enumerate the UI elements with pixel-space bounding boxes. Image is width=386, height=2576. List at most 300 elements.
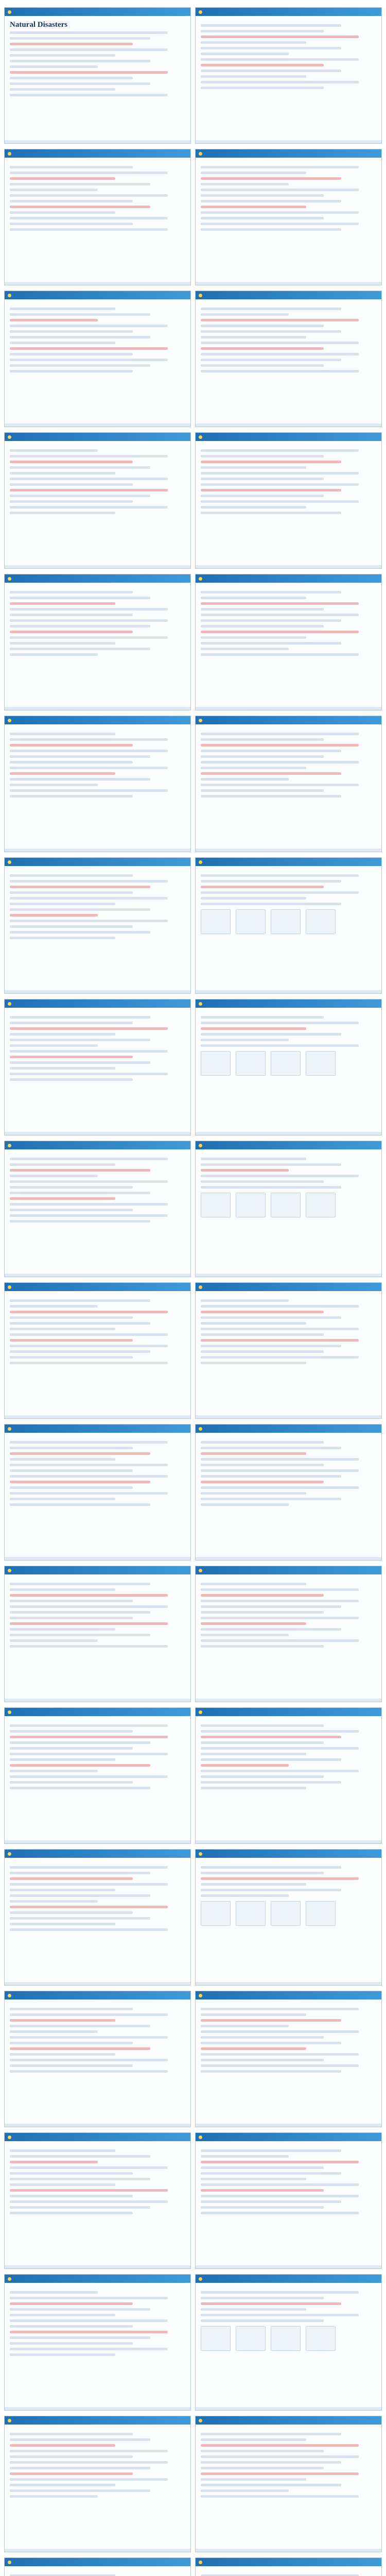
slide-37 bbox=[4, 2557, 191, 2576]
slide-27 bbox=[4, 1849, 191, 1986]
slide-body bbox=[196, 866, 381, 941]
text-line-placeholder bbox=[201, 1022, 359, 1024]
text-line-placeholder bbox=[201, 500, 359, 503]
text-line-placeholder bbox=[201, 1866, 341, 1869]
text-line-placeholder bbox=[10, 2200, 168, 2203]
text-line-placeholder bbox=[10, 1758, 115, 1761]
text-line-placeholder bbox=[201, 41, 306, 44]
text-line-placeholder bbox=[10, 2297, 168, 2299]
text-line-placeholder bbox=[201, 2070, 341, 2073]
text-line-placeholder bbox=[201, 1634, 289, 1636]
bullet-dot-icon bbox=[8, 435, 11, 439]
text-line-placeholder bbox=[10, 2438, 150, 2441]
slide-footer-bar bbox=[196, 2124, 381, 2127]
text-line-placeholder bbox=[201, 2195, 359, 2197]
text-line-placeholder bbox=[10, 1186, 133, 1189]
text-line-placeholder bbox=[201, 177, 341, 180]
text-line-placeholder bbox=[201, 342, 359, 344]
text-line-placeholder bbox=[201, 2455, 359, 2458]
text-line-placeholder bbox=[201, 1605, 341, 1608]
slide-header bbox=[5, 1850, 190, 1858]
text-line-placeholder bbox=[201, 1316, 341, 1319]
slide-title: Natural Disasters bbox=[10, 21, 68, 28]
illustration-image bbox=[236, 1193, 266, 1217]
illustration-image bbox=[201, 1901, 231, 1926]
text-line-placeholder bbox=[10, 2013, 168, 2016]
text-line-placeholder bbox=[10, 2019, 115, 2022]
text-line-placeholder bbox=[201, 2183, 359, 2186]
text-line-placeholder bbox=[201, 625, 324, 628]
text-line-placeholder bbox=[201, 1311, 324, 1313]
text-line-placeholder bbox=[10, 614, 133, 616]
text-line-placeholder bbox=[201, 1492, 306, 1495]
slide-header bbox=[5, 1141, 190, 1149]
slide-header bbox=[196, 2416, 381, 2425]
text-line-placeholder bbox=[10, 784, 98, 786]
text-line-placeholder bbox=[10, 903, 115, 905]
slide-35 bbox=[4, 2416, 191, 2552]
text-line-placeholder bbox=[10, 1639, 98, 1642]
bullet-dot-icon bbox=[199, 435, 202, 439]
slide-footer-bar bbox=[5, 282, 190, 285]
text-line-placeholder bbox=[10, 31, 168, 34]
text-line-placeholder bbox=[10, 1214, 168, 1217]
text-line-placeholder bbox=[201, 325, 324, 327]
slide-body bbox=[5, 2425, 190, 2504]
text-line-placeholder bbox=[201, 1350, 324, 1353]
text-line-placeholder bbox=[10, 1016, 150, 1019]
text-line-placeholder bbox=[10, 206, 150, 208]
text-line-placeholder bbox=[201, 1333, 324, 1336]
text-line-placeholder bbox=[201, 2433, 341, 2435]
illustration-image bbox=[271, 909, 301, 934]
text-line-placeholder bbox=[10, 631, 133, 633]
text-line-placeholder bbox=[201, 495, 324, 497]
text-line-placeholder bbox=[10, 2353, 115, 2356]
text-line-placeholder bbox=[10, 897, 168, 900]
slide-body bbox=[5, 2283, 190, 2362]
illustration-image bbox=[201, 1193, 231, 1217]
text-line-placeholder bbox=[10, 2467, 150, 2469]
slide-body bbox=[196, 1291, 381, 1370]
slide-header bbox=[5, 433, 190, 441]
text-line-placeholder bbox=[201, 478, 324, 480]
illustration-image bbox=[236, 1901, 266, 1926]
text-line-placeholder bbox=[201, 58, 359, 61]
text-line-placeholder bbox=[10, 636, 168, 639]
bullet-dot-icon bbox=[199, 152, 202, 156]
text-line-placeholder bbox=[10, 200, 133, 202]
text-line-placeholder bbox=[10, 1220, 150, 1223]
text-line-placeholder bbox=[201, 1747, 359, 1750]
text-line-placeholder bbox=[10, 1056, 133, 1058]
slide-20 bbox=[195, 1282, 382, 1419]
text-line-placeholder bbox=[10, 1197, 115, 1200]
text-line-placeholder bbox=[201, 653, 359, 656]
text-line-placeholder bbox=[10, 189, 98, 191]
text-line-placeholder bbox=[201, 1356, 359, 1359]
slide-body bbox=[5, 16, 190, 103]
bullet-dot-icon bbox=[8, 1569, 11, 1572]
slide-footer-bar bbox=[196, 1840, 381, 1843]
text-line-placeholder bbox=[10, 755, 150, 758]
text-line-placeholder bbox=[10, 642, 115, 645]
slide-header bbox=[196, 1141, 381, 1149]
text-line-placeholder bbox=[201, 336, 306, 338]
text-line-placeholder bbox=[201, 1180, 324, 1183]
slide-footer-bar bbox=[5, 707, 190, 710]
slide-header bbox=[5, 8, 190, 16]
text-line-placeholder bbox=[10, 500, 133, 503]
slide-footer-bar bbox=[5, 849, 190, 852]
bullet-dot-icon bbox=[199, 1710, 202, 1714]
text-line-placeholder bbox=[201, 2438, 306, 2441]
text-line-placeholder bbox=[10, 336, 150, 338]
text-line-placeholder bbox=[201, 1639, 359, 1642]
text-line-placeholder bbox=[201, 1169, 289, 1172]
slide-footer-bar bbox=[5, 2265, 190, 2268]
slide-18 bbox=[195, 1141, 382, 1277]
slide-body bbox=[196, 2141, 381, 2221]
text-line-placeholder bbox=[10, 886, 150, 888]
text-line-placeholder bbox=[201, 631, 359, 633]
text-line-placeholder bbox=[201, 1299, 289, 1302]
text-line-placeholder bbox=[201, 211, 359, 214]
text-line-placeholder bbox=[10, 920, 168, 922]
text-line-placeholder bbox=[201, 2053, 359, 2056]
slide-header bbox=[5, 2275, 190, 2283]
text-line-placeholder bbox=[10, 1328, 115, 1330]
text-line-placeholder bbox=[10, 608, 168, 611]
bullet-dot-icon bbox=[8, 2419, 11, 2422]
text-line-placeholder bbox=[201, 2291, 359, 2294]
text-line-placeholder bbox=[10, 2319, 168, 2322]
text-line-placeholder bbox=[10, 1866, 168, 1869]
text-line-placeholder bbox=[10, 908, 150, 911]
slide-14 bbox=[195, 857, 382, 994]
bullet-dot-icon bbox=[199, 294, 202, 297]
text-line-placeholder bbox=[201, 1764, 289, 1767]
text-line-placeholder bbox=[10, 2025, 150, 2027]
text-line-placeholder bbox=[10, 330, 133, 333]
text-line-placeholder bbox=[201, 1345, 341, 1347]
slide-30 bbox=[195, 1991, 382, 2127]
text-line-placeholder bbox=[10, 2161, 98, 2163]
text-line-placeholder bbox=[10, 1316, 133, 1319]
slide-footer-bar bbox=[196, 1274, 381, 1277]
slide-21 bbox=[4, 1424, 191, 1561]
slide-header bbox=[5, 1425, 190, 1433]
illustration-image bbox=[201, 2326, 231, 2351]
slide-footer-bar bbox=[196, 707, 381, 710]
text-line-placeholder bbox=[10, 1180, 168, 1183]
text-line-placeholder bbox=[10, 495, 150, 497]
illustration-row bbox=[201, 2326, 376, 2351]
text-line-placeholder bbox=[201, 200, 341, 202]
slide-header bbox=[196, 2275, 381, 2283]
text-line-placeholder bbox=[201, 1322, 306, 1325]
slide-header bbox=[196, 1991, 381, 1999]
text-line-placeholder bbox=[10, 1872, 150, 1874]
text-line-placeholder bbox=[10, 778, 150, 781]
text-line-placeholder bbox=[10, 1775, 168, 1778]
text-line-placeholder bbox=[10, 48, 168, 51]
illustration-row bbox=[201, 1051, 376, 1076]
text-line-placeholder bbox=[201, 1611, 324, 1614]
text-line-placeholder bbox=[201, 1044, 359, 1047]
text-line-placeholder bbox=[10, 2495, 98, 2498]
text-line-placeholder bbox=[10, 1033, 115, 1036]
text-line-placeholder bbox=[201, 1770, 359, 1772]
text-line-placeholder bbox=[10, 1299, 150, 1302]
text-line-placeholder bbox=[10, 625, 150, 628]
slide-footer-bar bbox=[5, 1557, 190, 1560]
slide-footer-bar bbox=[196, 140, 381, 143]
text-line-placeholder bbox=[10, 455, 168, 457]
illustration-image bbox=[271, 2326, 301, 2351]
text-line-placeholder bbox=[10, 1928, 168, 1931]
text-line-placeholder bbox=[10, 1192, 150, 1194]
text-line-placeholder bbox=[201, 886, 324, 888]
text-line-placeholder bbox=[10, 364, 150, 367]
text-line-placeholder bbox=[10, 2166, 168, 2169]
text-line-placeholder bbox=[10, 1736, 168, 1738]
text-line-placeholder bbox=[10, 1362, 168, 1364]
text-line-placeholder bbox=[10, 2472, 133, 2475]
slide-footer-bar bbox=[5, 423, 190, 427]
text-line-placeholder bbox=[201, 189, 359, 191]
text-line-placeholder bbox=[201, 2302, 341, 2305]
text-line-placeholder bbox=[10, 1594, 168, 1597]
bullet-dot-icon bbox=[8, 1852, 11, 1856]
slide-header bbox=[196, 574, 381, 583]
slide-23 bbox=[4, 1566, 191, 1702]
slide-header bbox=[196, 149, 381, 158]
text-line-placeholder bbox=[10, 761, 133, 764]
bullet-dot-icon bbox=[8, 1144, 11, 1147]
bullet-dot-icon bbox=[199, 1427, 202, 1431]
illustration-image bbox=[306, 1051, 336, 1076]
slide-11 bbox=[4, 716, 191, 852]
slide-body bbox=[196, 158, 381, 237]
text-line-placeholder bbox=[10, 1350, 150, 1353]
text-line-placeholder bbox=[10, 1345, 168, 1347]
slide-body bbox=[196, 583, 381, 662]
text-line-placeholder bbox=[201, 1498, 341, 1500]
text-line-placeholder bbox=[201, 1328, 359, 1330]
slide-footer-bar bbox=[196, 1132, 381, 1135]
text-line-placeholder bbox=[10, 1611, 150, 1614]
text-line-placeholder bbox=[201, 1894, 289, 1897]
text-line-placeholder bbox=[201, 228, 341, 231]
slide-body bbox=[5, 724, 190, 804]
text-line-placeholder bbox=[201, 1775, 324, 1778]
text-line-placeholder bbox=[10, 750, 168, 752]
slide-body bbox=[196, 1008, 381, 1083]
slide-7 bbox=[4, 432, 191, 569]
text-line-placeholder bbox=[10, 2331, 168, 2333]
text-line-placeholder bbox=[201, 2172, 341, 2175]
text-line-placeholder bbox=[10, 591, 133, 594]
slide-1 bbox=[4, 7, 191, 144]
slide-body bbox=[196, 1574, 381, 1654]
text-line-placeholder bbox=[10, 1634, 150, 1636]
text-line-placeholder bbox=[10, 1067, 115, 1070]
text-line-placeholder bbox=[201, 1469, 359, 1472]
text-line-placeholder bbox=[10, 43, 133, 45]
bullet-dot-icon bbox=[8, 1710, 11, 1714]
text-line-placeholder bbox=[10, 449, 98, 452]
slide-32 bbox=[195, 2132, 382, 2269]
text-line-placeholder bbox=[10, 2336, 150, 2339]
slide-header bbox=[5, 1283, 190, 1291]
text-line-placeholder bbox=[10, 1475, 168, 1478]
slide-header bbox=[196, 1425, 381, 1433]
text-line-placeholder bbox=[201, 172, 306, 174]
slide-33 bbox=[4, 2274, 191, 2411]
text-line-placeholder bbox=[10, 1503, 150, 1506]
text-line-placeholder bbox=[201, 1588, 359, 1591]
slide-header bbox=[5, 999, 190, 1008]
text-line-placeholder bbox=[10, 1747, 133, 1750]
bullet-dot-icon bbox=[199, 860, 202, 864]
text-line-placeholder bbox=[201, 2444, 359, 2447]
text-line-placeholder bbox=[201, 2036, 324, 2039]
bullet-dot-icon bbox=[8, 1994, 11, 1997]
text-line-placeholder bbox=[201, 2200, 341, 2203]
text-line-placeholder bbox=[10, 2036, 168, 2039]
text-line-placeholder bbox=[201, 217, 324, 219]
text-line-placeholder bbox=[10, 1492, 168, 1495]
text-line-placeholder bbox=[10, 1441, 168, 1444]
text-line-placeholder bbox=[10, 1027, 168, 1030]
text-line-placeholder bbox=[201, 223, 359, 225]
bullet-dot-icon bbox=[8, 2277, 11, 2281]
slide-footer-bar bbox=[5, 140, 190, 143]
text-line-placeholder bbox=[10, 1044, 98, 1047]
text-line-placeholder bbox=[10, 653, 98, 656]
slide-body bbox=[5, 1999, 190, 2079]
text-line-placeholder bbox=[201, 2149, 341, 2152]
bullet-dot-icon bbox=[8, 294, 11, 297]
slide-25 bbox=[4, 1707, 191, 1844]
text-line-placeholder bbox=[10, 1628, 115, 1631]
slide-header bbox=[196, 1283, 381, 1291]
text-line-placeholder bbox=[201, 2478, 306, 2481]
text-line-placeholder bbox=[201, 461, 341, 463]
text-line-placeholder bbox=[10, 183, 150, 185]
text-line-placeholder bbox=[10, 2308, 150, 2311]
text-line-placeholder bbox=[201, 1039, 289, 1041]
text-line-placeholder bbox=[201, 750, 341, 752]
slide-36 bbox=[195, 2416, 382, 2552]
text-line-placeholder bbox=[10, 217, 168, 219]
text-line-placeholder bbox=[201, 1027, 306, 1030]
text-line-placeholder bbox=[201, 755, 324, 758]
text-line-placeholder bbox=[10, 1770, 98, 1772]
slide-grid bbox=[4, 7, 382, 2576]
text-line-placeholder bbox=[10, 172, 168, 174]
text-line-placeholder bbox=[10, 1447, 133, 1449]
bullet-dot-icon bbox=[8, 1002, 11, 1006]
text-line-placeholder bbox=[10, 1877, 133, 1880]
text-line-placeholder bbox=[10, 2455, 133, 2458]
bullet-dot-icon bbox=[8, 2136, 11, 2139]
text-line-placeholder bbox=[10, 166, 133, 168]
text-line-placeholder bbox=[10, 2053, 115, 2056]
text-line-placeholder bbox=[10, 1894, 150, 1897]
illustration-row bbox=[201, 909, 376, 934]
slide-31 bbox=[4, 2132, 191, 2269]
text-line-placeholder bbox=[201, 2042, 341, 2044]
text-line-placeholder bbox=[10, 1158, 168, 1160]
slide-body bbox=[5, 2141, 190, 2221]
text-line-placeholder bbox=[10, 1600, 133, 1602]
text-line-placeholder bbox=[201, 472, 359, 474]
slide-9 bbox=[4, 574, 191, 710]
bullet-dot-icon bbox=[199, 577, 202, 581]
slide-8 bbox=[195, 432, 382, 569]
text-line-placeholder bbox=[201, 347, 324, 350]
bullet-dot-icon bbox=[199, 1144, 202, 1147]
text-line-placeholder bbox=[10, 795, 133, 798]
illustration-image bbox=[271, 1901, 301, 1926]
text-line-placeholder bbox=[201, 64, 324, 66]
text-line-placeholder bbox=[10, 2149, 115, 2152]
text-line-placeholder bbox=[10, 1322, 150, 1325]
slide-footer-bar bbox=[5, 2407, 190, 2410]
text-line-placeholder bbox=[201, 2206, 324, 2209]
bullet-dot-icon bbox=[8, 2561, 11, 2564]
text-line-placeholder bbox=[10, 1078, 133, 1081]
text-line-placeholder bbox=[10, 767, 168, 769]
text-line-placeholder bbox=[10, 2478, 168, 2481]
bullet-dot-icon bbox=[199, 2136, 202, 2139]
text-line-placeholder bbox=[10, 1889, 115, 1891]
slide-footer-bar bbox=[5, 1982, 190, 1985]
text-line-placeholder bbox=[10, 2450, 168, 2452]
text-line-placeholder bbox=[10, 925, 133, 928]
text-line-placeholder bbox=[10, 2489, 150, 2492]
bullet-dot-icon bbox=[8, 1427, 11, 1431]
text-line-placeholder bbox=[10, 2302, 133, 2305]
slide-footer-bar bbox=[196, 2549, 381, 2552]
slide-body bbox=[196, 2566, 381, 2576]
text-line-placeholder bbox=[10, 1724, 168, 1727]
text-line-placeholder bbox=[201, 359, 341, 361]
slide-34 bbox=[195, 2274, 382, 2411]
text-line-placeholder bbox=[10, 1356, 133, 1359]
text-line-placeholder bbox=[10, 2484, 115, 2486]
text-line-placeholder bbox=[201, 767, 306, 769]
illustration-row bbox=[201, 1193, 376, 1217]
text-line-placeholder bbox=[10, 891, 133, 894]
text-line-placeholder bbox=[201, 619, 341, 622]
text-line-placeholder bbox=[201, 1305, 359, 1308]
illustration-row bbox=[201, 1901, 376, 1926]
slide-22 bbox=[195, 1424, 382, 1561]
text-line-placeholder bbox=[10, 77, 133, 79]
text-line-placeholder bbox=[201, 53, 289, 55]
text-line-placeholder bbox=[201, 455, 324, 457]
text-line-placeholder bbox=[201, 761, 359, 764]
text-line-placeholder bbox=[10, 2291, 98, 2294]
illustration-image bbox=[306, 2326, 336, 2351]
slide-15 bbox=[4, 999, 191, 1136]
text-line-placeholder bbox=[10, 223, 133, 225]
slide-6 bbox=[195, 291, 382, 427]
slide-body bbox=[5, 441, 190, 520]
